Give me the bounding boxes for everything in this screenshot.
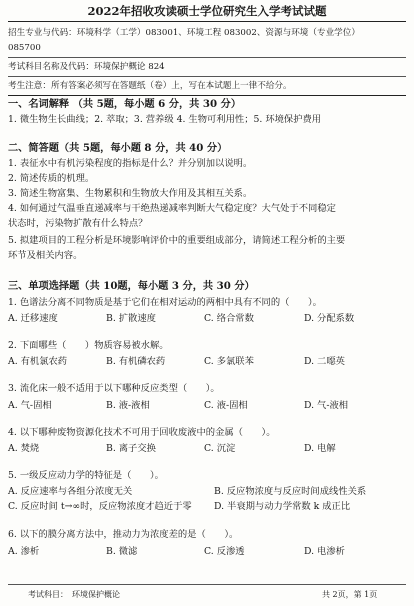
footer-subject: 考试科目： 环境保护概论	[28, 590, 120, 599]
option: A. 迁移速度	[8, 313, 58, 324]
question-stem: 5. 一级反应动力学的特征是（ ）。	[8, 470, 164, 481]
footer-page-number: 共 2页，第 1页	[322, 590, 378, 599]
option: D. 电解	[304, 443, 336, 454]
section2-line: 环节及相关内容。	[8, 250, 83, 261]
option: B. 液-液相	[106, 400, 150, 411]
question-stem: 2. 下面哪些（ ）物质容易被水解。	[8, 340, 169, 351]
note-divider	[8, 95, 406, 96]
option: A. 反应速率与各组分浓度无关	[8, 486, 133, 497]
footer-divider	[8, 584, 406, 585]
question-stem: 4. 以下哪种废物资源化技术不可用于回收废液中的金属（ ）。	[8, 427, 276, 438]
section2-line: 4. 如何通过气温垂直递减率与干绝热递减率判断大气稳定度？大气处于不同稳定	[8, 203, 336, 214]
exam-title: 2022年招收攻读硕士学位研究生入学考试试题	[87, 4, 327, 18]
section2-line: 5. 拟建项目的工程分析是环境影响评价中的重要组成部分，请简述工程分析的主要	[8, 235, 346, 246]
option: B. 微滤	[106, 546, 138, 557]
question-stem: 3. 流化床一般不适用于以下哪种反应类型（ ）。	[8, 383, 220, 394]
option: B. 扩散速度	[106, 313, 156, 324]
option: A. 气-固相	[8, 400, 52, 411]
option: C. 液-固相	[204, 400, 248, 411]
subject-line: 考试科目名称及代码：环境保护概论 824	[8, 62, 165, 72]
option: B. 有机磷农药	[106, 356, 166, 367]
option: C. 反渗透	[204, 546, 245, 557]
section1-heading: 一、名词解释 （共 5题，每小题 6 分，共 30 分）	[8, 98, 242, 110]
major-line-2: 085700	[8, 43, 41, 53]
option: C. 反应时间 t→∞时，反应物浓度才趋近于零	[8, 501, 192, 512]
option: A. 焚烧	[8, 443, 40, 454]
major-line-1: 招生专业与代码：环境科学（工学）083001、环境工程 083002、资源与环境（专业学位）	[8, 28, 360, 38]
option: D. 电渗析	[304, 546, 345, 557]
option: C. 多氯联苯	[204, 356, 254, 367]
section2-heading: 二、简答题（共 5题，每小题 8 分，共 40 分）	[8, 142, 228, 154]
option: A. 有机氯农药	[8, 356, 68, 367]
exam-note: 考生注意：所有答案必须写在答题纸（卷）上，写在本试题上一律不给分。	[8, 81, 292, 91]
option: C. 沉淀	[204, 443, 236, 454]
section3-heading: 三、单项选择题（共 10题，每小题 3 分，共 30 分）	[8, 280, 255, 292]
option: C. 络合常数	[204, 313, 254, 324]
header-divider-2	[8, 76, 406, 77]
option: D. 气-液相	[304, 400, 349, 411]
option: B. 反应物浓度与反应时间成线性关系	[214, 486, 367, 497]
question-stem: 1. 色谱法分离不同物质是基于它们在相对运动的两相中具有不同的（ ）。	[8, 297, 322, 308]
option: A. 渗析	[8, 546, 40, 557]
option: D. 半衰期与动力学常数 k 成正比	[214, 501, 351, 512]
question-stem: 6. 以下的膜分离方法中，推动力为浓度差的是（ ）。	[8, 529, 239, 540]
title-divider	[8, 21, 406, 22]
option: D. 二噁英	[304, 356, 345, 367]
section2-line: 状态时，污染物扩散有什么特点？	[8, 218, 148, 229]
option: D. 分配系数	[304, 313, 355, 324]
option: B. 离子交换	[106, 443, 156, 454]
header-divider-1	[8, 57, 406, 58]
section2-line: 3. 简述生物富集、生物累积和生物放大作用及其相互关系。	[8, 188, 253, 199]
section2-line: 1. 表征水中有机污染程度的指标是什么？并分别加以说明。	[8, 158, 253, 169]
section2-line: 2. 简述传质的机理。	[8, 173, 95, 184]
section1-items: 1. 微生物生长曲线；2. 萃取；3. 营养级 4. 生物可利用性；5. 环境保护费用	[8, 114, 322, 125]
